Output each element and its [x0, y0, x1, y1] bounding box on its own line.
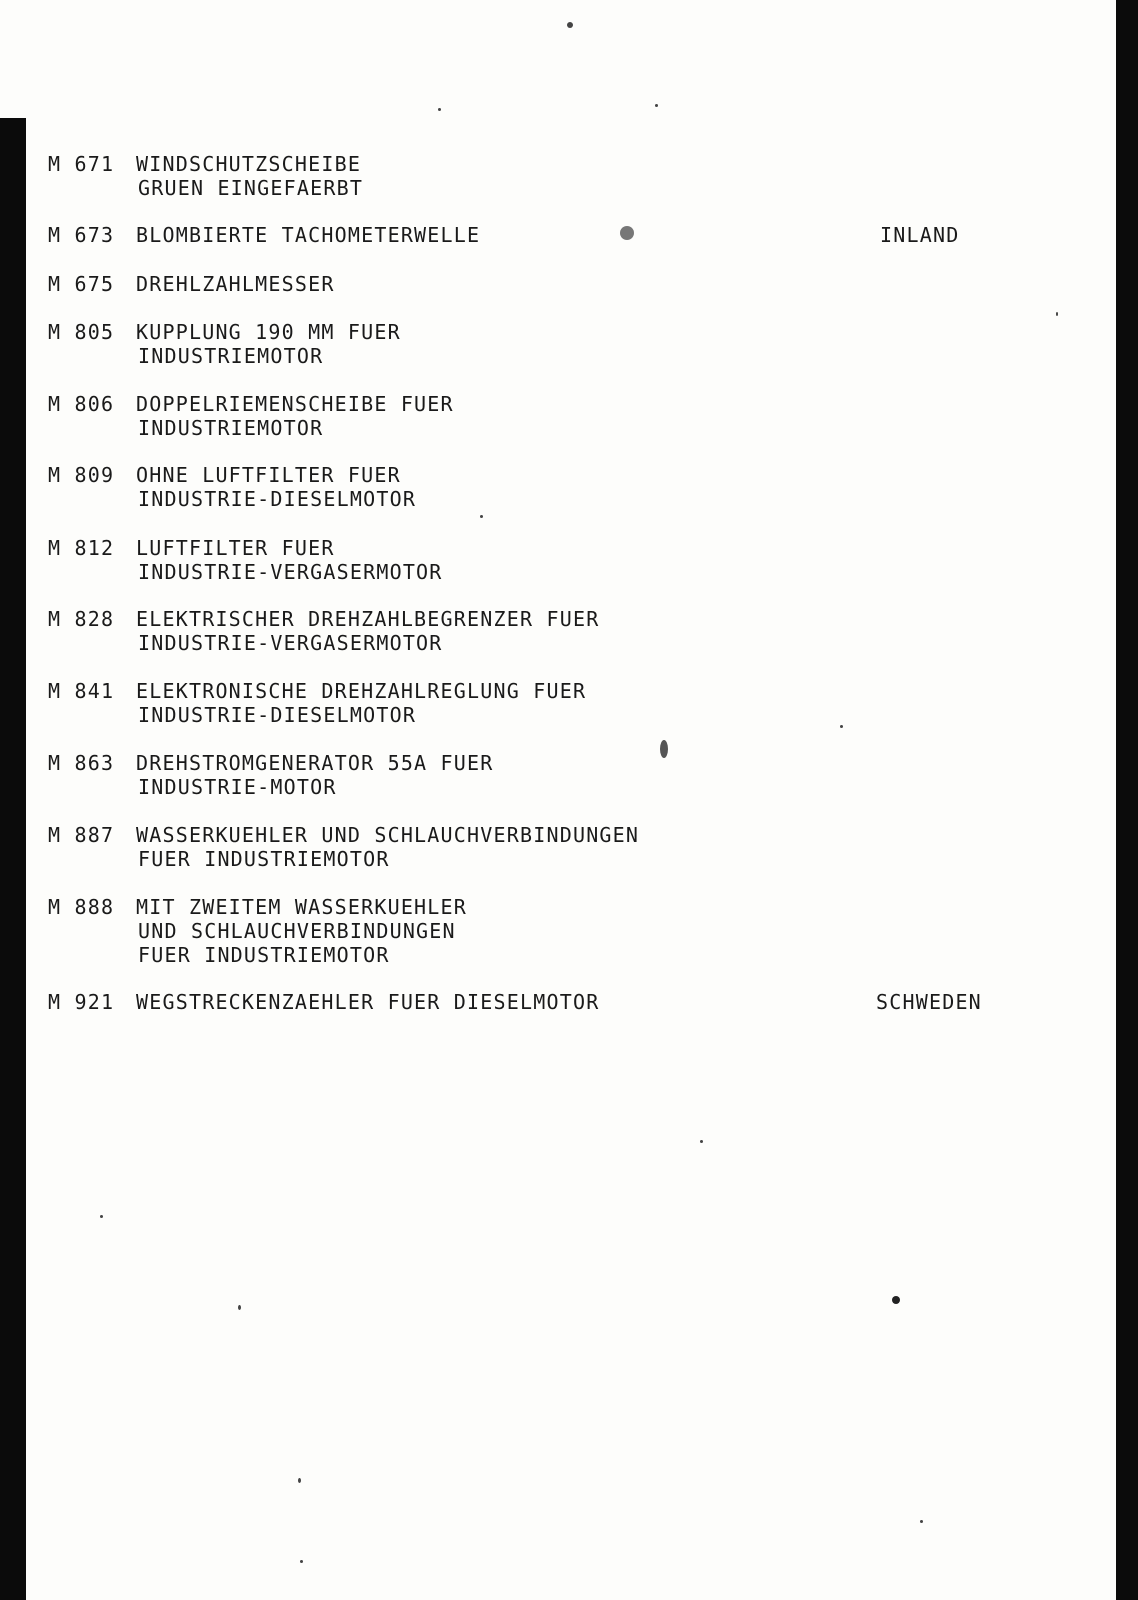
item-description: LUFTFILTER FUER — [136, 536, 335, 560]
country-label: SCHWEDEN — [876, 990, 982, 1014]
item-code: M 675 — [48, 272, 115, 296]
item-description-continued: FUER INDUSTRIEMOTOR — [138, 847, 390, 871]
item-code: M 828 — [48, 607, 115, 631]
item-description-continued: INDUSTRIEMOTOR — [138, 344, 324, 368]
entry-m841 — [48, 679, 1088, 727]
item-description-continued: GRUEN EINGEFAERBT — [138, 176, 364, 200]
country-label: INLAND — [880, 223, 960, 247]
item-description: ELEKTRISCHER DREHZAHLBEGRENZER FUER — [136, 607, 600, 631]
item-description: KUPPLUNG 190 MM FUER — [136, 320, 401, 344]
item-description-continued: INDUSTRIE-MOTOR — [138, 775, 337, 799]
item-code: M 806 — [48, 392, 115, 416]
entry-m887 — [48, 823, 1088, 871]
item-code: M 921 — [48, 990, 115, 1014]
item-code: M 673 — [48, 223, 115, 247]
item-description-continued: INDUSTRIE-VERGASERMOTOR — [138, 631, 443, 655]
item-description: DOPPELRIEMENSCHEIBE FUER — [136, 392, 454, 416]
entry-m806 — [48, 392, 1088, 440]
item-description-continued: UND SCHLAUCHVERBINDUNGEN — [138, 919, 456, 943]
item-description: MIT ZWEITEM WASSERKUEHLER — [136, 895, 468, 919]
item-code: M 809 — [48, 463, 115, 487]
item-code: M 863 — [48, 751, 115, 775]
item-description: WINDSCHUTZSCHEIBE — [136, 152, 362, 176]
entry-m673 — [48, 223, 1088, 247]
item-description-continued: INDUSTRIE-VERGASERMOTOR — [138, 560, 443, 584]
item-description: BLOMBIERTE TACHOMETERWELLE — [136, 223, 481, 247]
item-description-continued: INDUSTRIEMOTOR — [138, 416, 324, 440]
item-code: M 812 — [48, 536, 115, 560]
entry-m828 — [48, 607, 1088, 655]
item-description: DREHSTROMGENERATOR 55A FUER — [136, 751, 494, 775]
item-code: M 841 — [48, 679, 115, 703]
item-description: ELEKTRONISCHE DREHZAHLREGLUNG FUER — [136, 679, 587, 703]
item-description-continued: FUER INDUSTRIEMOTOR — [138, 943, 390, 967]
entry-m675 — [48, 272, 1088, 296]
entry-m888 — [48, 895, 1088, 967]
entry-m671 — [48, 152, 1088, 200]
item-description: DREHLZAHLMESSER — [136, 272, 335, 296]
entry-m805 — [48, 320, 1088, 368]
item-code: M 888 — [48, 895, 115, 919]
item-description: OHNE LUFTFILTER FUER — [136, 463, 401, 487]
item-description: WASSERKUEHLER UND SCHLAUCHVERBINDUNGEN — [136, 823, 640, 847]
item-code: M 671 — [48, 152, 115, 176]
item-code: M 805 — [48, 320, 115, 344]
item-description-continued: INDUSTRIE-DIESELMOTOR — [138, 703, 417, 727]
entry-m863 — [48, 751, 1088, 799]
entry-m921 — [48, 990, 1088, 1014]
item-code: M 887 — [48, 823, 115, 847]
item-description-continued: INDUSTRIE-DIESELMOTOR — [138, 487, 417, 511]
entry-m809 — [48, 463, 1088, 511]
entry-m812 — [48, 536, 1088, 584]
item-description: WEGSTRECKENZAEHLER FUER DIESELMOTOR — [136, 990, 600, 1014]
